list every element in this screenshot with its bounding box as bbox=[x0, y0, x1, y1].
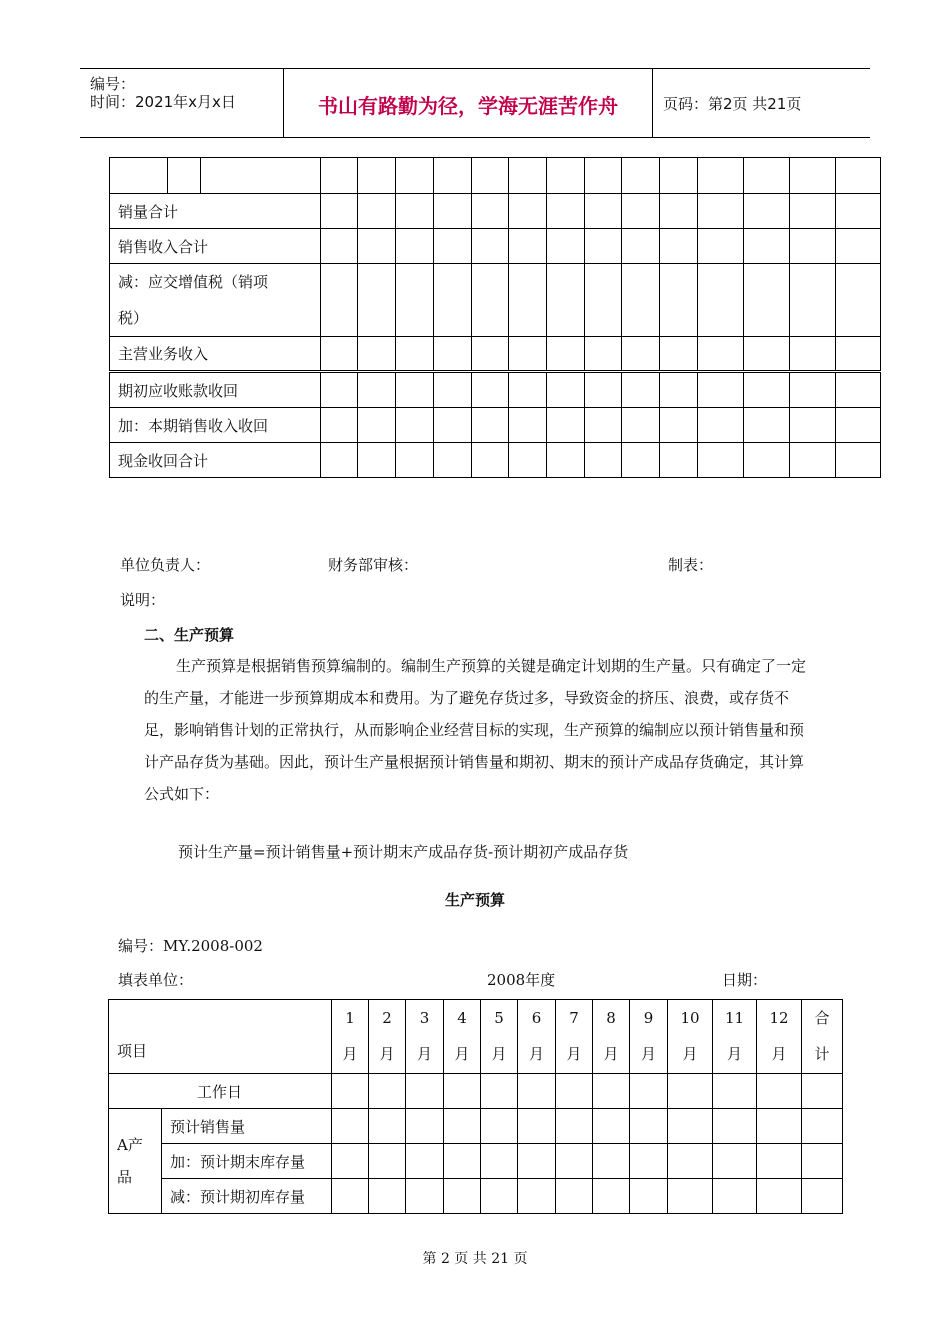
page-footer: 第 2 页 共 21 页 bbox=[422, 1251, 528, 1267]
month-header: 9 月 bbox=[630, 1000, 668, 1074]
month-header: 7 月 bbox=[556, 1000, 593, 1074]
finance-review-label: 财务部审核： bbox=[328, 556, 419, 574]
table-row bbox=[109, 1144, 843, 1179]
total-header: 合 计 bbox=[802, 1000, 843, 1074]
table-row bbox=[110, 229, 881, 264]
item-header: 项目 bbox=[109, 1000, 332, 1074]
table-row bbox=[110, 194, 881, 229]
table-row bbox=[110, 264, 881, 337]
row-label: 销售收入合计 bbox=[110, 229, 321, 264]
row-label-line: 减：应交增值税（销项 bbox=[118, 273, 269, 291]
prepared-by-label: 制表： bbox=[668, 556, 714, 574]
page-info: 页码：第2页 共21页 bbox=[663, 95, 802, 113]
table-row bbox=[109, 1179, 843, 1214]
row-label bbox=[110, 264, 321, 337]
month-header: 6 月 bbox=[518, 1000, 556, 1074]
row-label: 主营业务收入 bbox=[110, 337, 321, 372]
row-label: 期初应收账款收回 bbox=[110, 372, 321, 408]
row-label: 预计销售量 bbox=[162, 1109, 332, 1144]
table-row bbox=[110, 372, 881, 408]
unit-head-label: 单位负责人： bbox=[120, 556, 211, 574]
month-header: 4 月 bbox=[444, 1000, 481, 1074]
production-budget-table bbox=[108, 999, 843, 1214]
motto: 书山有路勤为径，学海无涯苦作舟 bbox=[318, 94, 618, 118]
production-code: 编号：MY.2008-002 bbox=[118, 937, 263, 955]
table-row bbox=[110, 443, 881, 478]
page-header bbox=[80, 68, 870, 138]
row-label: 减：预计期初库存量 bbox=[162, 1179, 332, 1214]
section-paragraph: 生产预算是根据销售预算编制的。编制生产预算的关键是确定计划期的生产量。只有确定了一定的生产量，才能进一步预算期成本和费用。为了避免存货过多，导致资金的挤压、浪费，或存货不足，影响销售计划的正常执行，从而影响企业经营目标的实现，生产预算的编制应以预计销售量和预计产品存货为基础。因此，预计生产量根据预计销售量和期初、期末的预计产成品存货确定，其计算公式如下： bbox=[144, 657, 807, 803]
row-label: 现金收回合计 bbox=[110, 443, 321, 478]
month-header: 10 月 bbox=[668, 1000, 713, 1074]
fill-unit-label: 填表单位： bbox=[118, 971, 194, 989]
table-row bbox=[109, 1074, 843, 1109]
table-row bbox=[110, 408, 881, 443]
month-header: 8 月 bbox=[593, 1000, 630, 1074]
row-label: 销量合计 bbox=[110, 194, 321, 229]
product-a-label: A产 品 bbox=[109, 1109, 162, 1214]
production-table-title: 生产预算 bbox=[444, 891, 505, 909]
budget-year: 2008年度 bbox=[487, 971, 556, 989]
formula: 预计生产量=预计销售量+预计期末产成品存货-预计期初产成品存货 bbox=[178, 843, 629, 861]
month-header: 11 月 bbox=[713, 1000, 757, 1074]
table-row bbox=[110, 337, 881, 372]
workday-label: 工作日 bbox=[109, 1074, 332, 1109]
header-meta bbox=[80, 69, 284, 137]
month-header: 12 月 bbox=[757, 1000, 802, 1074]
header-motto-cell bbox=[284, 69, 653, 137]
month-header: 2 月 bbox=[369, 1000, 406, 1074]
table-row bbox=[109, 1109, 843, 1144]
row-label: 加：本期销售收入收回 bbox=[110, 408, 321, 443]
month-header: 5 月 bbox=[481, 1000, 518, 1074]
number-label: 编号： bbox=[90, 75, 136, 93]
sales-budget-table bbox=[109, 157, 881, 478]
date-line: 时间：2021年x月x日 bbox=[90, 93, 236, 111]
table-row bbox=[110, 158, 881, 194]
month-header: 1 月 bbox=[332, 1000, 369, 1074]
date-label: 日期： bbox=[722, 971, 768, 989]
note-label: 说明： bbox=[120, 591, 166, 609]
table-header-row bbox=[109, 1000, 843, 1074]
header-page-cell bbox=[653, 69, 870, 137]
row-label: 加：预计期末库存量 bbox=[162, 1144, 332, 1179]
row-label-line: 税） bbox=[118, 309, 149, 327]
section-heading: 二、生产预算 bbox=[144, 626, 235, 644]
month-header: 3 月 bbox=[406, 1000, 444, 1074]
